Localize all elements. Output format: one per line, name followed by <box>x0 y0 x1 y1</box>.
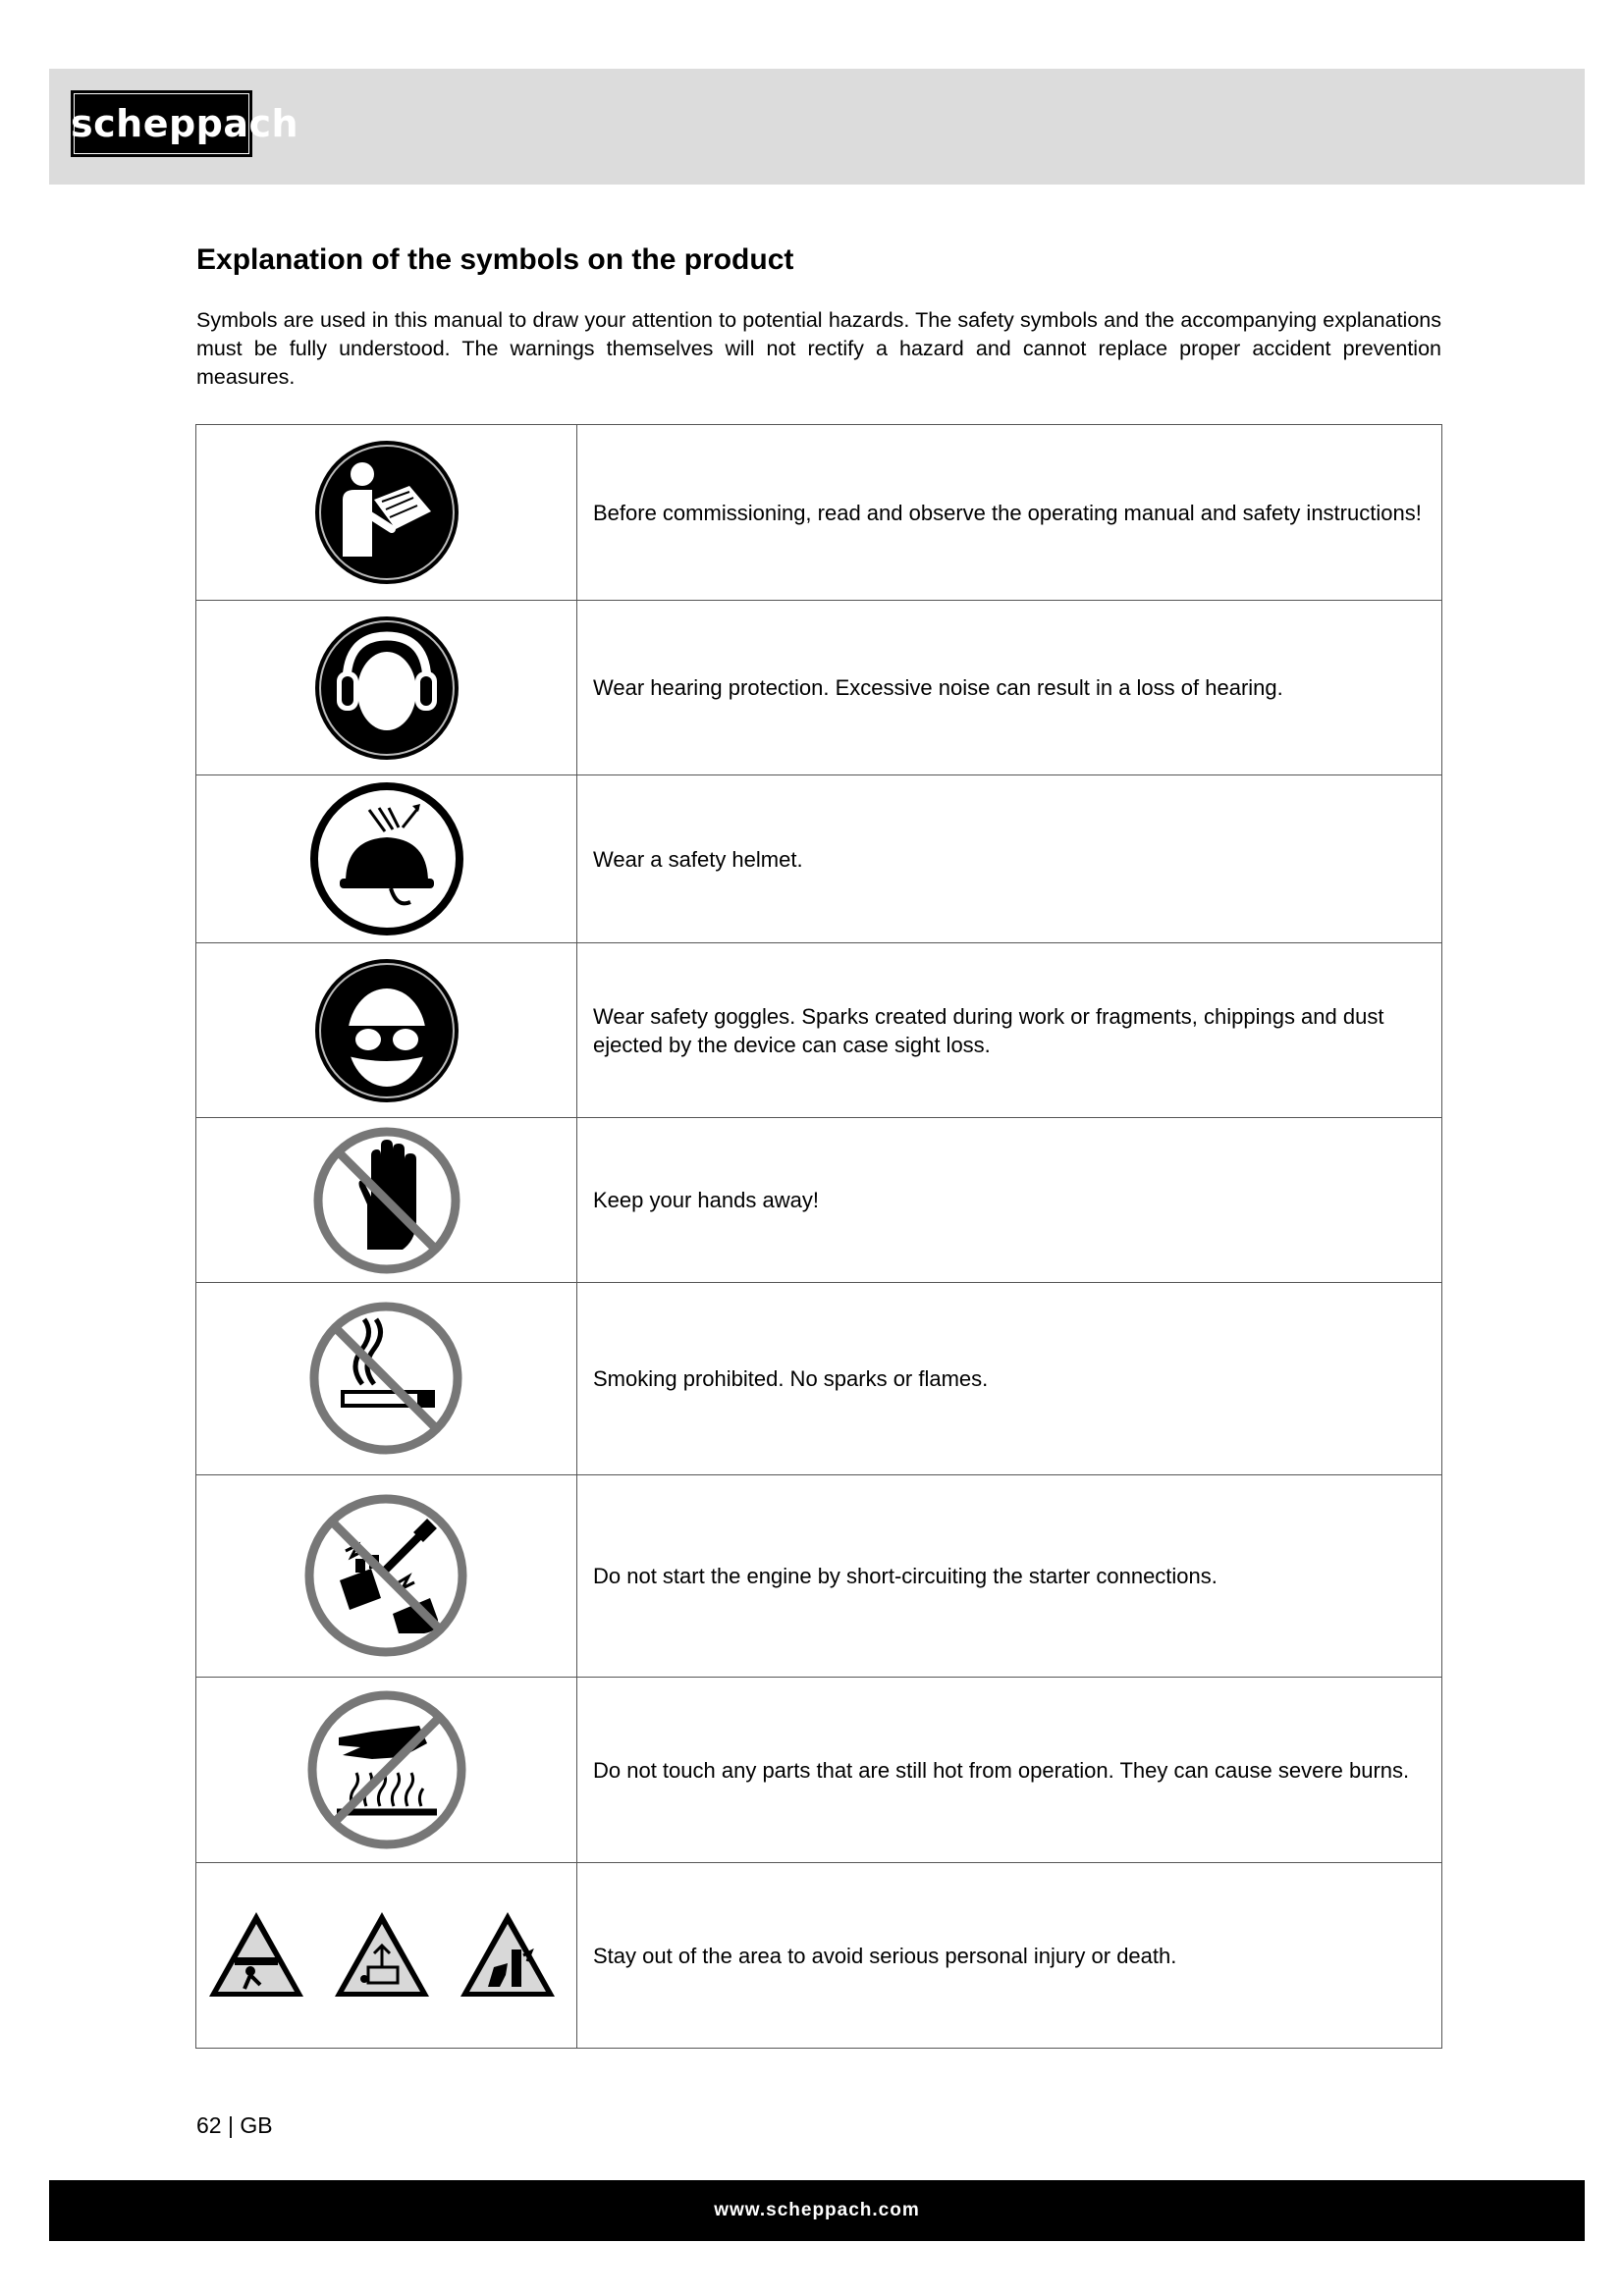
danger-zone-warning-icons <box>205 1906 568 2004</box>
symbol-description: Before commissioning, read and observe the operating manual and safety instructions! <box>577 425 1442 601</box>
symbol-cell <box>196 1118 577 1283</box>
brand-logo <box>71 90 299 157</box>
no-short-circuit-start-icon <box>300 1490 472 1662</box>
no-hands-icon <box>308 1122 465 1279</box>
intro-paragraph: Symbols are used in this manual to draw your attention to potential hazards. The safety symbols and the accompanying explanations must be fully understood. The warnings themselves will not rectify a hazard and cannot replace proper accident prevention measures. <box>196 308 1441 389</box>
symbol-description: Keep your hands away! <box>577 1118 1442 1283</box>
table-row <box>196 1863 1442 2049</box>
crush-hazard-icon <box>209 1912 303 1997</box>
symbol-cell <box>196 775 577 943</box>
symbols-table <box>195 424 1442 2049</box>
page-number-value: 62 <box>196 2112 222 2138</box>
brand-logo-text: scheppach <box>71 102 299 145</box>
table-row <box>196 943 1442 1118</box>
page-language: GB <box>240 2112 273 2138</box>
symbol-description: Wear safety goggles. Sparks created during work or fragments, chippings and dust ejected by the device can case sight loss. <box>577 943 1442 1118</box>
no-smoking-icon <box>305 1298 467 1460</box>
table-row <box>196 1118 1442 1283</box>
table-row <box>196 1475 1442 1678</box>
symbol-cell <box>196 425 577 601</box>
no-touch-hot-surface-icon <box>303 1686 470 1853</box>
symbol-description: Stay out of the area to avoid serious personal injury or death. <box>577 1863 1442 2049</box>
safety-goggles-icon <box>313 957 460 1104</box>
read-manual-icon <box>313 439 460 586</box>
footer-url[interactable]: www.scheppach.com <box>714 2200 920 2220</box>
entanglement-hazard-icon <box>335 1912 429 1997</box>
page-title: Explanation of the symbols on the product <box>196 243 794 276</box>
symbol-cell <box>196 1283 577 1475</box>
symbol-description: Do not start the engine by short-circuiting the starter connections. <box>577 1475 1442 1678</box>
symbol-cell <box>196 1863 577 2049</box>
symbol-cell <box>196 601 577 775</box>
symbol-description: Wear a safety helmet. <box>577 775 1442 943</box>
symbol-cell <box>196 1678 577 1863</box>
symbol-description: Wear hearing protection. Excessive noise can result in a loss of hearing. <box>577 601 1442 775</box>
page-number: 62 | GB <box>196 2112 273 2138</box>
safety-helmet-icon <box>308 780 465 937</box>
footer-band <box>49 2180 1585 2241</box>
symbol-cell <box>196 1475 577 1678</box>
hearing-protection-icon <box>313 614 460 762</box>
symbol-description: Smoking prohibited. No sparks or flames. <box>577 1283 1442 1475</box>
table-row <box>196 775 1442 943</box>
symbol-cell <box>196 943 577 1118</box>
table-row <box>196 1678 1442 1863</box>
table-row <box>196 601 1442 775</box>
symbol-description: Do not touch any parts that are still hot from operation. They can cause severe burns. <box>577 1678 1442 1863</box>
rotating-parts-hazard-icon <box>460 1912 555 1997</box>
table-row <box>196 1283 1442 1475</box>
table-row <box>196 425 1442 601</box>
